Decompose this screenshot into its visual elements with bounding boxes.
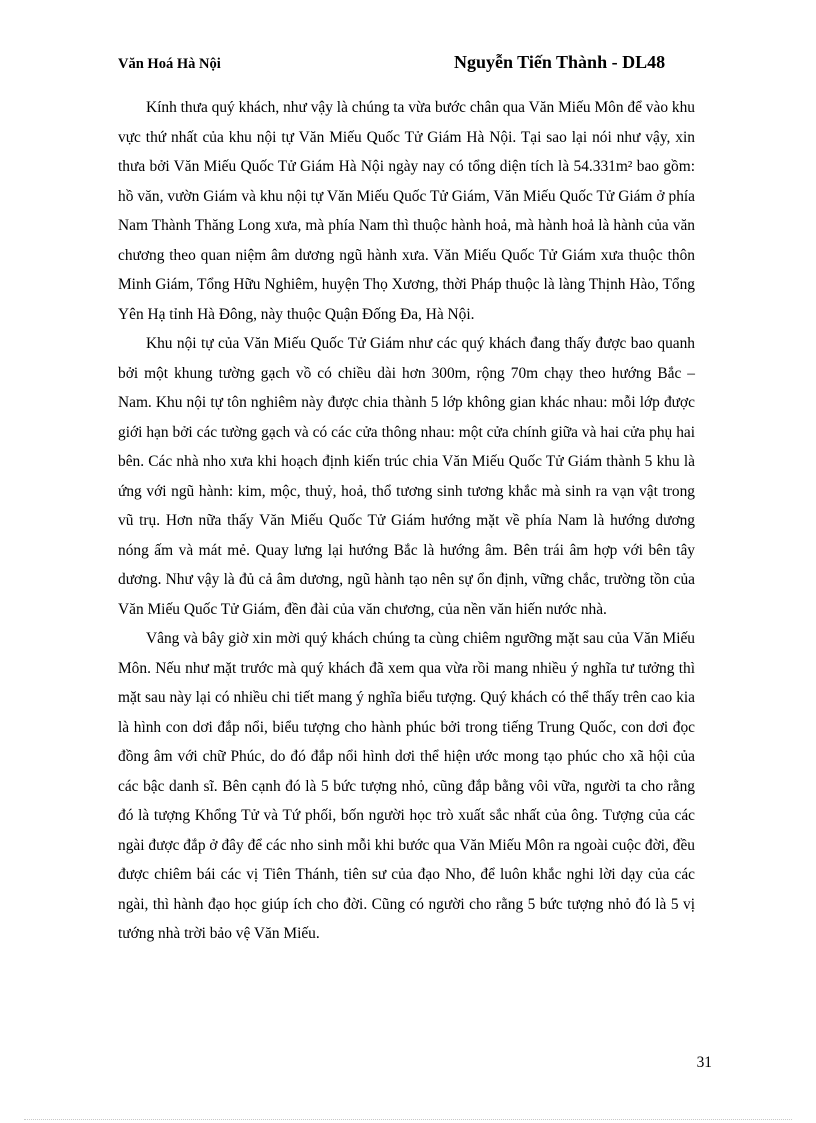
- page-number: 31: [696, 1054, 712, 1071]
- paragraph: Khu nội tự của Văn Miếu Quốc Tử Giám như các quý khách đang thấy được bao quanh bởi một khung tường gạch vồ có chiều dài hơn 300m, rộng 70m chạy theo hướng Bắc – Nam. Khu nội tự tôn nghiêm này được chia thành 5 lớp không gian khác nhau: mỗi lớp được giới hạn bởi các tường gạch và có các cửa thông nhau: một cửa chính giữa và hai cửa phụ hai bên. Các nhà nho xưa khi hoạch định kiến trúc chia Văn Miếu Quốc Tử Giám thành 5 khu là ứng với ngũ hành: kim, mộc, thuỷ, hoả, thổ tương sinh tương khắc mà sinh ra vạn vật trong vũ trụ. Hơn nữa thấy Văn Miếu Quốc Tử Giám hướng mặt về phía Nam là hướng dương nóng ấm và mát mẻ. Quay lưng lại hướng Bắc là hướng âm. Bên trái âm hợp với bên tây dương. Như vậy là đủ cả âm dương, ngũ hành tạo nên sự ổn định, vững chắc, trường tồn của Văn Miếu Quốc Tử Giám, đền đài của văn chương, của nền văn hiến nước nhà.: [118, 335, 695, 618]
- document-body: [118, 93, 695, 949]
- paragraph: Vâng và bây giờ xin mời quý khách chúng ta cùng chiêm ngưỡng mặt sau của Văn Miếu Môn. Nếu như mặt trước mà quý khách đã xem qua vừa rồi mang nhiều ý nghĩa tư tưởng thì mặt sau này lại có nhiều chi tiết mang ý nghĩa biểu tượng. Quý khách có thể thấy trên cao kia là hình con dơi đắp nổi, biểu tượng cho hành phúc bởi trong tiếng Trung Quốc, con dơi đọc đồng âm với chữ Phúc, do đó đắp nổi hình dơi thể hiện ước mong tạo phúc cho xã hội của các bậc danh sĩ. Bên cạnh đó là 5 bức tượng nhỏ, cũng đắp bằng vôi vữa, người ta cho rằng đó là tượng Khổng Tử và Tứ phối, bốn người học trò xuất sắc nhất của ông. Tượng của các ngài được đắp ở đây để các nho sinh mỗi khi bước qua Văn Miếu Môn ra ngoài cuộc đời, đều được chiêm bái các vị Tiên Thánh, tiên sư của đạo Nho, để luôn khắc nghi lời dạy của các ngài, thì hành đạo học giúp ích cho đời. Cũng có người cho rằng 5 bức tượng nhỏ đó là 5 vị tướng nhà trời bảo vệ Văn Miếu.: [118, 630, 695, 942]
- footer-divider: [24, 1119, 792, 1120]
- paragraph: Kính thưa quý khách, như vậy là chúng ta vừa bước chân qua Văn Miếu Môn để vào khu vực thứ nhất của khu nội tự Văn Miếu Quốc Tử Giám Hà Nội. Tại sao lại nói như vậy, xin thưa bởi Văn Miếu Quốc Tử Giám Hà Nội ngày nay có tổng diện tích là 54.331m² bao gồm: hồ văn, vườn Giám và khu nội tự Văn Miếu Quốc Tử Giám, Văn Miếu Quốc Tử Giám ở phía Nam Thành Thăng Long xưa, mà phía Nam thì thuộc hành hoả, mà hành hoả là hành của văn chương theo quan niệm âm dương ngũ hành xưa. Văn Miếu Quốc Tử Giám xưa thuộc thôn Minh Giám, Tổng Hữu Nghiêm, huyện Thọ Xương, thời Pháp thuộc là làng Thịnh Hào, Tổng Yên Hạ tỉnh Hà Đông, này thuộc Quận Đống Đa, Hà Nội.: [118, 99, 695, 323]
- page-header: [118, 52, 678, 80]
- header-author: Nguyễn Tiến Thành - DL48: [454, 52, 666, 72]
- header-left-title: Văn Hoá Hà Nội: [118, 56, 221, 72]
